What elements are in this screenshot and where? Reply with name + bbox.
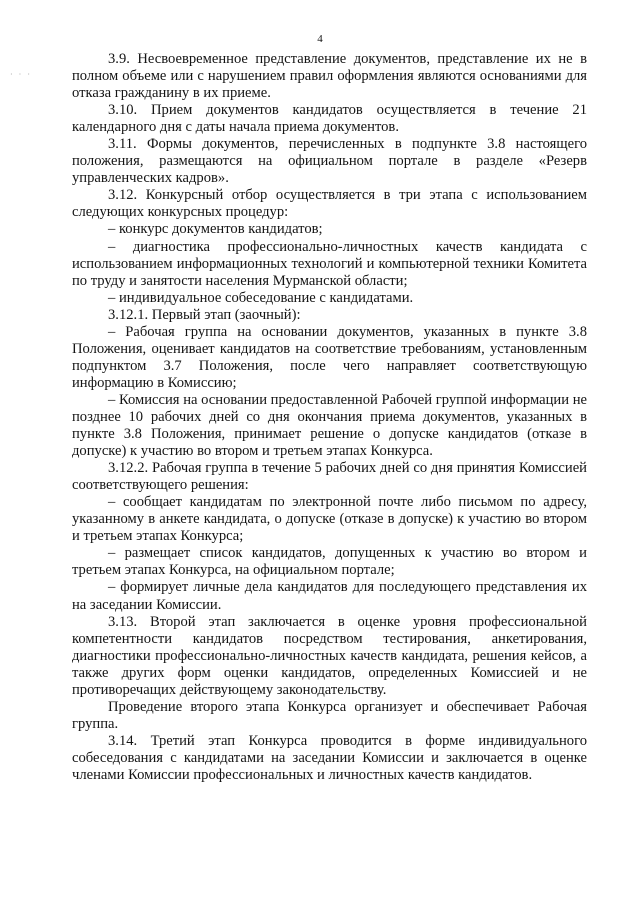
list-item-diagnostics: – диагностика профессионально-личностных качеств кандидата с использованием информационных технологий и компьютерной техники Комитета по труду и занятости населения Мурманской области; (72, 238, 587, 289)
page-number: 4 (317, 33, 323, 45)
list-item-documents-contest: – конкурс документов кандидатов; (108, 221, 323, 238)
paragraph-3-13: 3.13. Второй этап заключается в оценке уровня профессиональной компетентности кандидатов посредством тестирования, анкетирования, диагностики профессионально-личностных качеств кандидата, решения кейсов, а также других форм оценки кандидатов, определенных Комиссией и не противоречащих действующему законодательству. (72, 613, 587, 698)
list-item-personal-files: – формирует личные дела кандидатов для последующего представления их на заседании Комиссии. (72, 579, 587, 613)
list-item-notify-candidates: – сообщает кандидатам по электронной почте либо письмом по адресу, указанному в анкете кандидата, о допуске (отказе в допуске) к участию во втором и третьем этапах Конкурса; (72, 494, 587, 545)
paragraph-3-12: 3.12. Конкурсный отбор осуществляется в три этапа с использованием следующих конкурсных процедур: (72, 187, 587, 221)
paragraph-3-12-1: 3.12.1. Первый этап (заочный): (108, 306, 301, 323)
paragraph-3-14: 3.14. Третий этап Конкурса проводится в форме индивидуального собеседования с кандидатами на заседании Комиссии и заключается в оценке членами Комиссии профессиональных и личностных качеств кандидатов. (72, 732, 587, 783)
paragraph-3-9: 3.9. Несвоевременное представление документов, представление их не в полном объеме или с нарушением правил оформления являются основаниями для отказа гражданину в их приеме. (72, 51, 587, 102)
list-item-working-group-evaluates: – Рабочая группа на основании документов, указанных в пункте 3.8 Положения, оценивает кандидатов на соответствие требованиям, установленным подпунктом 3.7 Положения, после чего направляет соответствующую информацию в Комиссию; (72, 323, 587, 391)
paragraph-second-stage: Проведение второго этапа Конкурса организует и обеспечивает Рабочая группа. (72, 698, 587, 732)
paragraph-3-10: 3.10. Прием документов кандидатов осуществляется в течение 21 календарного дня с даты начала приема документов. (72, 102, 587, 136)
list-item-publish-list: – размещает список кандидатов, допущенных к участию во втором и третьем этапах Конкурса, на официальном портале; (72, 545, 587, 579)
document-body (72, 51, 587, 784)
paragraph-3-12-2: 3.12.2. Рабочая группа в течение 5 рабочих дней со дня принятия Комиссией соответствующего решения: (72, 460, 587, 494)
scan-margin-mark: · · · (10, 70, 32, 79)
paragraph-3-11: 3.11. Формы документов, перечисленных в подпункте 3.8 настоящего положения, размещаются на официальном портале в разделе «Резерв управленческих кадров». (72, 136, 587, 187)
list-item-commission-decides: – Комиссия на основании предоставленной Рабочей группой информации не позднее 10 рабочих дней со дня окончания приема документов, указанных в пункте 3.8 Положения, принимает решение о допуске кандидатов (отказе в допуске) к участию во втором и третьем этапах Конкурса. (72, 391, 587, 460)
list-item-interview: – индивидуальное собеседование с кандидатами. (108, 289, 414, 306)
